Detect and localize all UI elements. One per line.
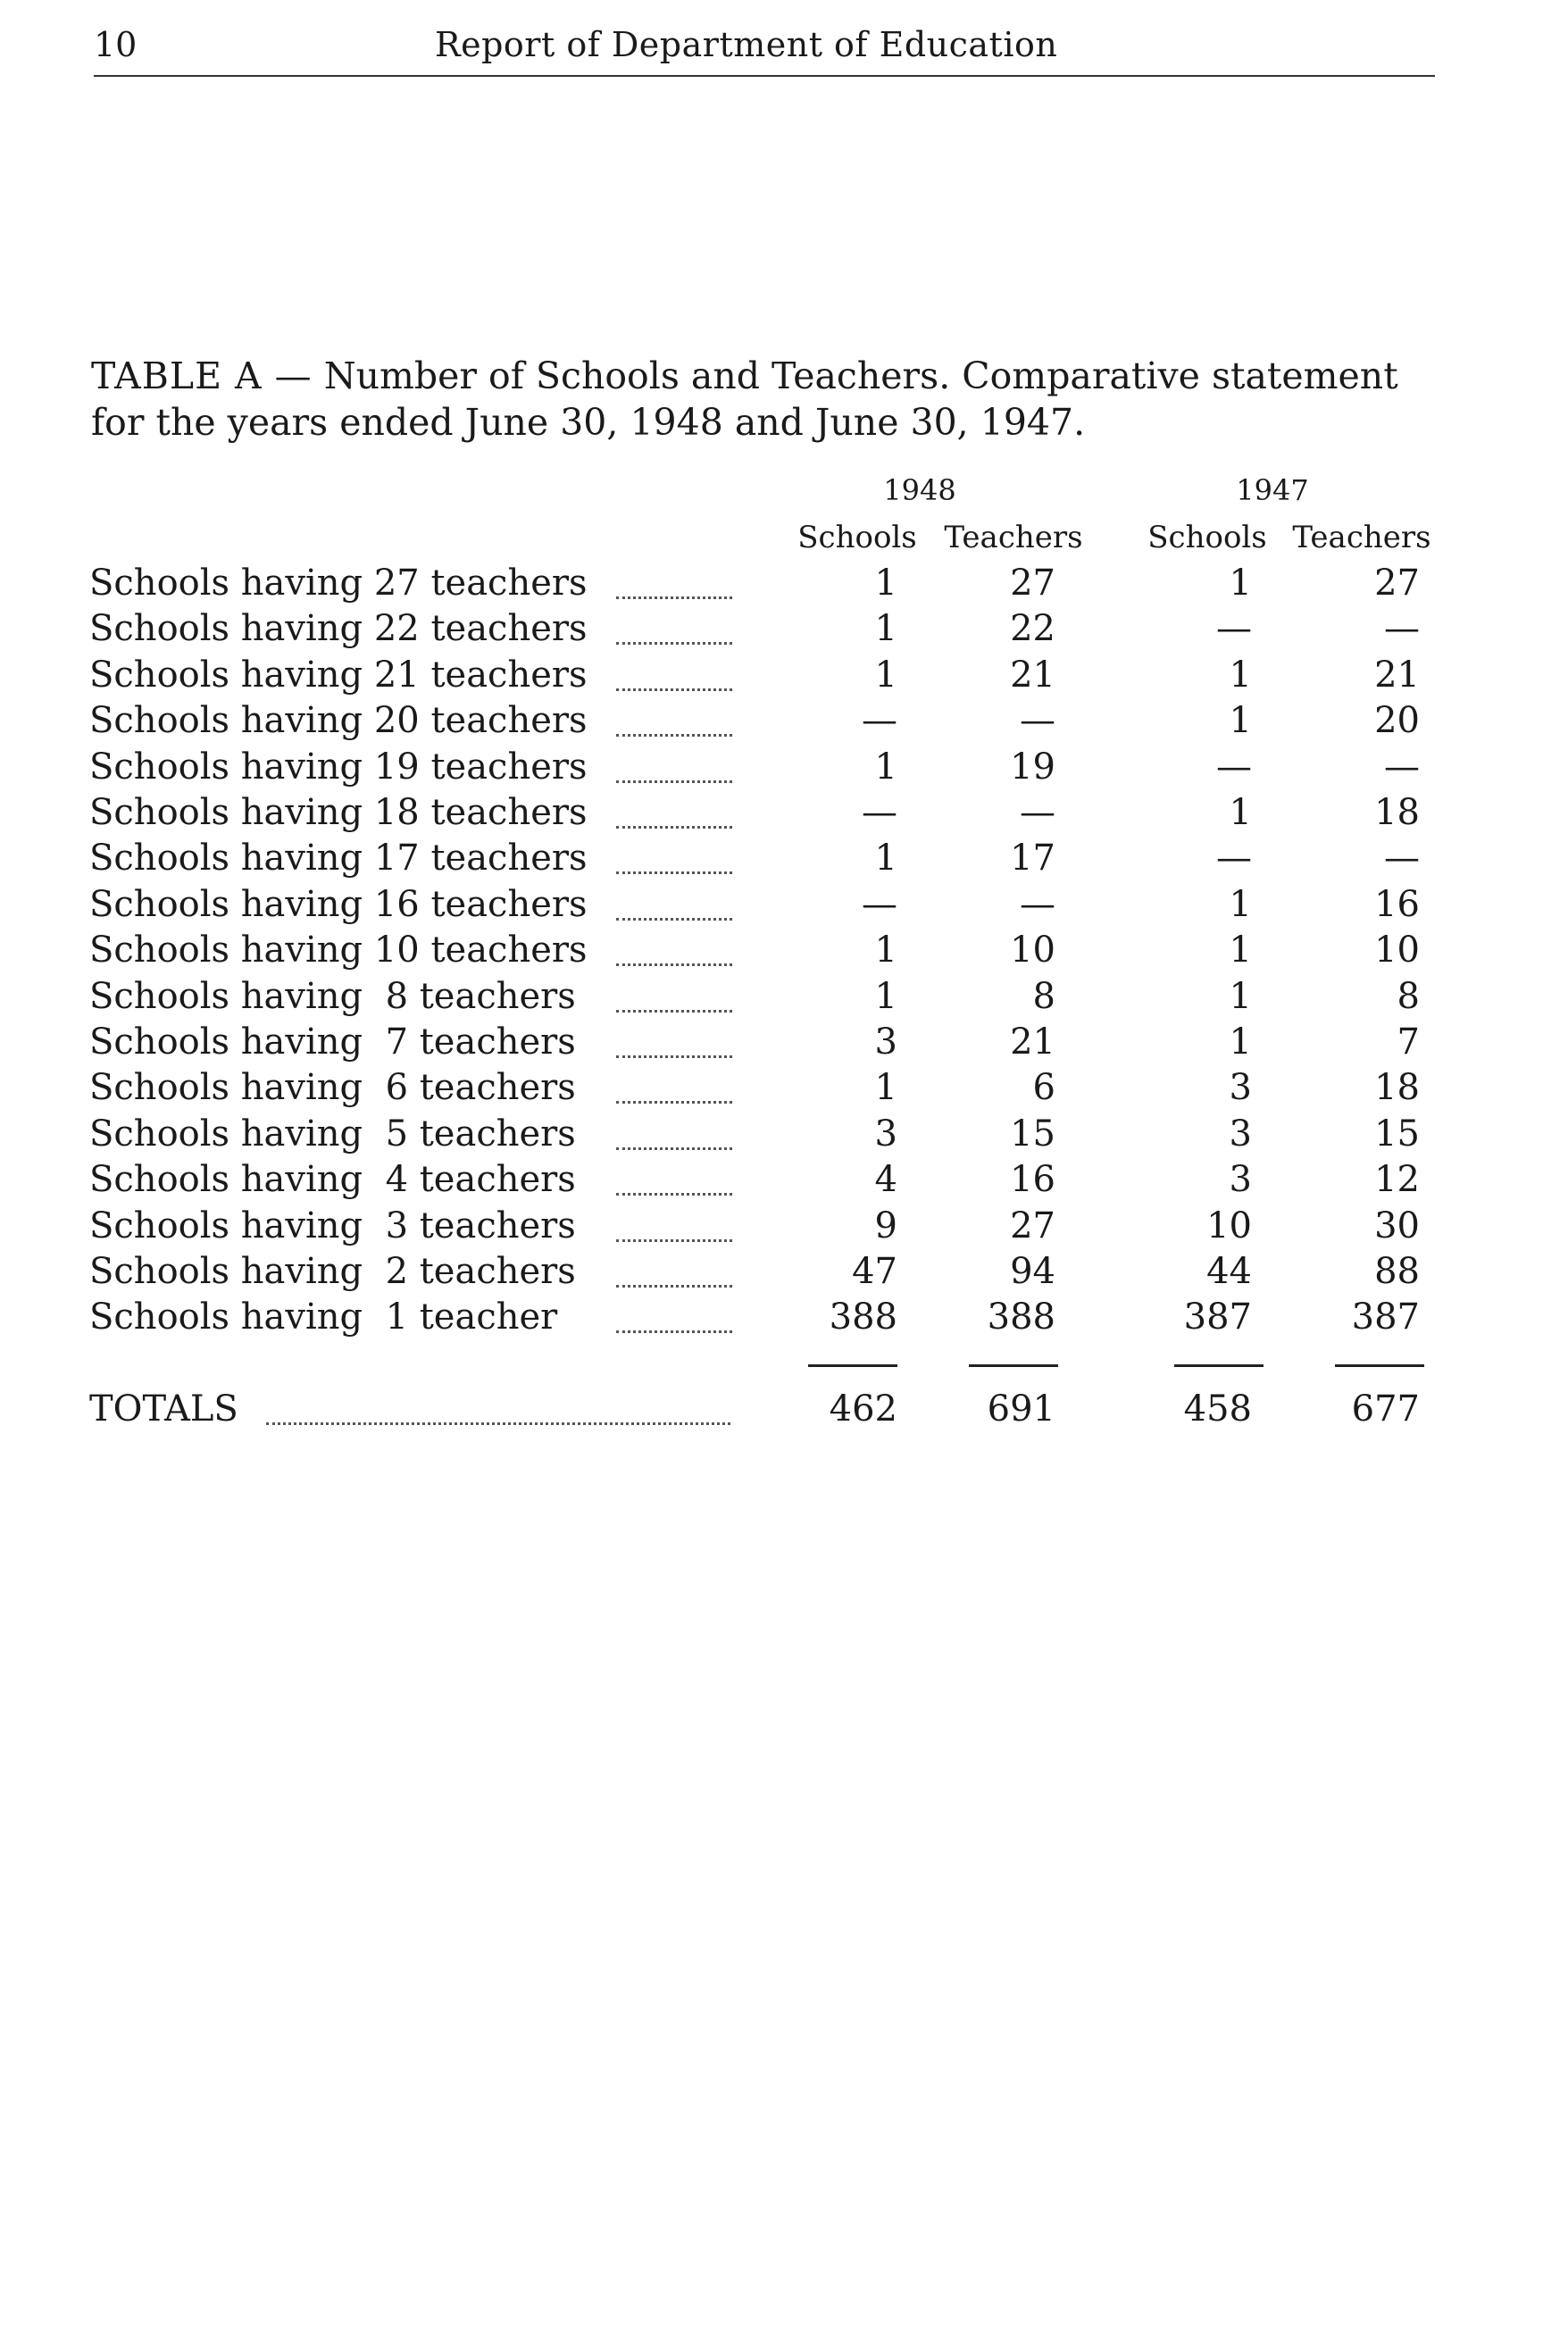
- table-row: [0, 563, 1568, 609]
- cell-teachers-1948: 22: [1010, 608, 1055, 650]
- cell-teachers-1947: 20: [1374, 700, 1420, 742]
- cell-schools-1947: 1: [1229, 883, 1252, 925]
- cell-teachers-1947: 18: [1374, 792, 1420, 833]
- total-rule: [1174, 1364, 1264, 1367]
- cell-teachers-1948: 27: [1010, 563, 1055, 604]
- column-heading-teachers-1947: Teachers: [1292, 520, 1431, 555]
- cell-schools-1948: 1: [874, 1067, 897, 1109]
- cell-teachers-1947: 12: [1374, 1159, 1420, 1201]
- row-label: Schools having 3 teachers: [89, 1205, 576, 1246]
- dot-leader: [616, 780, 732, 783]
- dot-leader: [616, 1055, 732, 1058]
- row-label: Schools having 19 teachers: [89, 746, 588, 788]
- cell-teachers-1947: 21: [1374, 654, 1420, 696]
- table-caption: [91, 353, 1439, 446]
- row-label: Schools having 8 teachers: [89, 975, 576, 1017]
- year-heading-1948: 1948: [883, 473, 956, 507]
- cell-teachers-1947: 30: [1374, 1205, 1420, 1246]
- cell-teachers-1948: 17: [1010, 838, 1055, 880]
- cell-schools-1948: 1: [874, 838, 897, 880]
- dot-leader: [616, 1285, 732, 1288]
- dot-leader: [616, 1147, 732, 1150]
- cell-schools-1947: 44: [1206, 1251, 1252, 1292]
- dot-leader: [266, 1422, 730, 1425]
- dot-leader: [616, 688, 732, 691]
- dot-leader: [616, 826, 732, 829]
- total-rule: [1335, 1364, 1424, 1367]
- cell-schools-1947: 387: [1183, 1296, 1252, 1338]
- table-row: [0, 930, 1568, 976]
- cell-schools-1948: 1: [874, 608, 897, 650]
- cell-schools-1948: —: [862, 883, 897, 925]
- table-row: [0, 1159, 1568, 1205]
- running-head: [94, 25, 1435, 77]
- cell-teachers-1948: —: [1020, 883, 1055, 925]
- cell-schools-1948: 1: [874, 563, 897, 604]
- totals-teachers-1947: 677: [1351, 1388, 1420, 1430]
- row-label: Schools having 20 teachers: [89, 700, 588, 742]
- table-row: [0, 1251, 1568, 1297]
- cell-schools-1947: 1: [1229, 700, 1252, 742]
- year-heading-1947: 1947: [1236, 473, 1309, 507]
- table-row: [0, 1021, 1568, 1068]
- row-label: Schools having 4 teachers: [89, 1159, 576, 1201]
- cell-teachers-1948: 6: [1032, 1067, 1055, 1109]
- row-label: Schools having 22 teachers: [89, 608, 588, 650]
- dot-leader: [616, 963, 732, 966]
- page-number: 10: [94, 25, 138, 64]
- cell-teachers-1948: —: [1020, 700, 1055, 742]
- cell-schools-1947: —: [1216, 608, 1252, 650]
- table-caption-text: Number of Schools and Teachers. Comparative statement for the years ended June 30, 1948 and June 30, 1947.: [91, 354, 1398, 444]
- cell-teachers-1948: 8: [1032, 975, 1055, 1017]
- table-row: [0, 1296, 1568, 1343]
- cell-teachers-1948: 19: [1010, 746, 1055, 788]
- cell-teachers-1947: —: [1384, 838, 1420, 880]
- table-row: [0, 1205, 1568, 1252]
- cell-teachers-1947: 16: [1374, 883, 1420, 925]
- table-row: [0, 792, 1568, 838]
- row-label: Schools having 7 teachers: [89, 1021, 576, 1063]
- cell-schools-1948: 4: [874, 1159, 897, 1201]
- cell-schools-1948: 9: [874, 1205, 897, 1246]
- cell-schools-1948: —: [862, 700, 897, 742]
- dot-leader: [616, 871, 732, 874]
- cell-schools-1947: 3: [1229, 1113, 1252, 1155]
- cell-teachers-1948: 15: [1010, 1113, 1055, 1155]
- total-rule: [808, 1364, 897, 1367]
- column-heading-schools-1948: Schools: [797, 520, 917, 555]
- cell-teachers-1948: 388: [987, 1296, 1055, 1338]
- cell-teachers-1947: 387: [1351, 1296, 1420, 1338]
- table-row: [0, 654, 1568, 701]
- cell-teachers-1947: 88: [1374, 1251, 1420, 1292]
- cell-schools-1948: 3: [874, 1021, 897, 1063]
- cell-teachers-1947: 18: [1374, 1067, 1420, 1109]
- row-label: Schools having 10 teachers: [89, 930, 588, 971]
- cell-teachers-1947: 7: [1397, 1021, 1420, 1063]
- table-row: [0, 884, 1568, 930]
- cell-teachers-1948: 16: [1010, 1159, 1055, 1201]
- cell-teachers-1948: 10: [1010, 930, 1055, 971]
- cell-schools-1947: 1: [1229, 563, 1252, 604]
- totals-label: TOTALS: [89, 1388, 238, 1430]
- running-title: Report of Department of Education: [435, 25, 1058, 64]
- cell-schools-1947: 1: [1229, 792, 1252, 833]
- table-row: [0, 608, 1568, 654]
- dot-leader: [616, 1239, 732, 1242]
- cell-teachers-1948: —: [1020, 792, 1055, 833]
- cell-teachers-1947: —: [1384, 746, 1420, 788]
- cell-schools-1947: —: [1216, 746, 1252, 788]
- dot-leader: [616, 596, 732, 599]
- totals-row: [0, 1388, 1568, 1438]
- cell-teachers-1948: 27: [1010, 1205, 1055, 1246]
- table-row: [0, 700, 1568, 746]
- cell-schools-1947: 1: [1229, 1021, 1252, 1063]
- row-label: Schools having 17 teachers: [89, 838, 588, 880]
- cell-schools-1947: 1: [1229, 654, 1252, 696]
- totals-schools-1947: 458: [1183, 1388, 1252, 1430]
- row-label: Schools having 27 teachers: [89, 563, 588, 604]
- cell-schools-1948: 47: [852, 1251, 897, 1292]
- table-row: [0, 1113, 1568, 1160]
- cell-schools-1948: 388: [829, 1296, 897, 1338]
- table-caption-lead: TABLE A —: [91, 354, 313, 397]
- total-rule: [969, 1364, 1058, 1367]
- table-row: [0, 838, 1568, 884]
- cell-teachers-1947: 8: [1397, 975, 1420, 1017]
- cell-teachers-1947: —: [1384, 608, 1420, 650]
- cell-schools-1948: 3: [874, 1113, 897, 1155]
- cell-schools-1948: 1: [874, 930, 897, 971]
- cell-teachers-1948: 94: [1010, 1251, 1055, 1292]
- dot-leader: [616, 642, 732, 645]
- cell-schools-1948: 1: [874, 975, 897, 1017]
- cell-schools-1947: 1: [1229, 975, 1252, 1017]
- table-row: [0, 976, 1568, 1022]
- cell-schools-1948: —: [862, 792, 897, 833]
- row-label: Schools having 16 teachers: [89, 883, 588, 925]
- cell-schools-1947: 1: [1229, 930, 1252, 971]
- column-heading-schools-1947: Schools: [1147, 520, 1267, 555]
- row-label: Schools having 21 teachers: [89, 654, 588, 696]
- cell-schools-1948: 1: [874, 746, 897, 788]
- cell-schools-1948: 1: [874, 654, 897, 696]
- dot-leader: [616, 1010, 732, 1013]
- table-row: [0, 1067, 1568, 1113]
- cell-teachers-1948: 21: [1010, 1021, 1055, 1063]
- dot-leader: [616, 1330, 732, 1333]
- cell-teachers-1947: 10: [1374, 930, 1420, 971]
- cell-schools-1947: 10: [1206, 1205, 1252, 1246]
- dot-leader: [616, 918, 732, 921]
- totals-teachers-1948: 691: [987, 1388, 1055, 1430]
- cell-teachers-1947: 27: [1374, 563, 1420, 604]
- column-heading-teachers-1948: Teachers: [944, 520, 1083, 555]
- totals-schools-1948: 462: [829, 1388, 897, 1430]
- row-label: Schools having 6 teachers: [89, 1067, 576, 1109]
- cell-schools-1947: 3: [1229, 1159, 1252, 1201]
- cell-schools-1947: 3: [1229, 1067, 1252, 1109]
- row-label: Schools having 5 teachers: [89, 1113, 576, 1155]
- row-label: Schools having 2 teachers: [89, 1251, 576, 1292]
- dot-leader: [616, 1101, 732, 1104]
- row-label: Schools having 1 teacher: [89, 1296, 558, 1338]
- row-label: Schools having 18 teachers: [89, 792, 588, 833]
- dot-leader: [616, 1193, 732, 1196]
- cell-teachers-1948: 21: [1010, 654, 1055, 696]
- dot-leader: [616, 734, 732, 737]
- table-row: [0, 746, 1568, 793]
- cell-teachers-1947: 15: [1374, 1113, 1420, 1155]
- cell-schools-1947: —: [1216, 838, 1252, 880]
